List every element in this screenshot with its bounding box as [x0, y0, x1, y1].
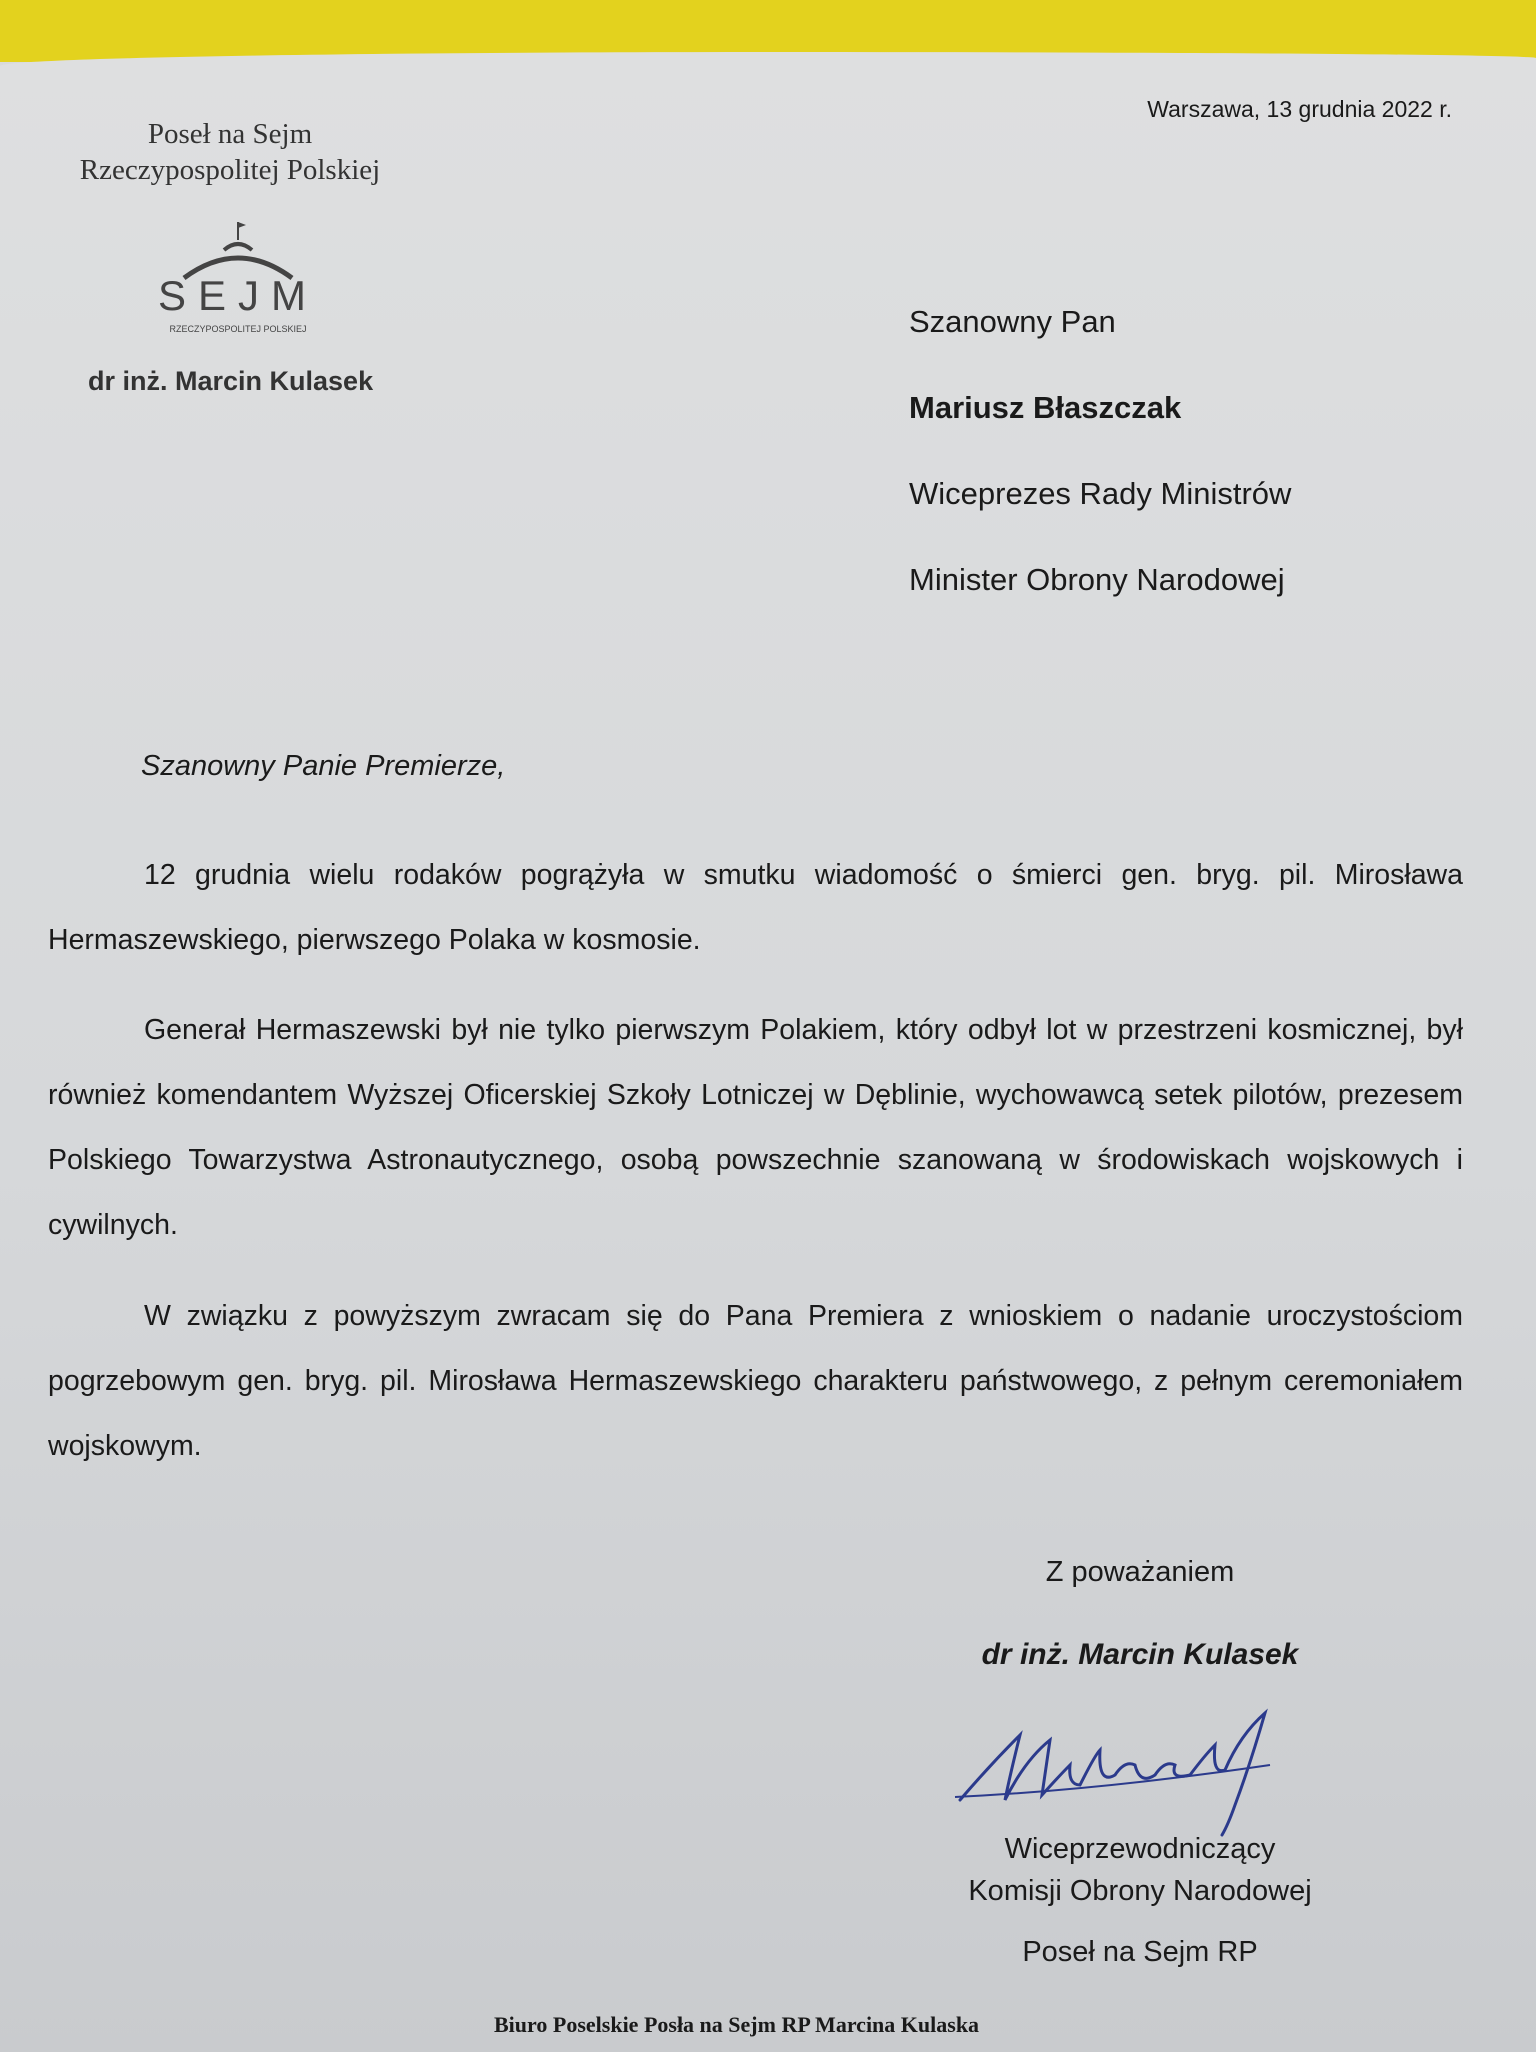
paragraph-1: 12 grudnia wielu rodaków pogrążyła w smutku wiadomość o śmierci gen. bryg. pil. Mirosława Hermaszewskiego, pierwszego Polaka w kosmosie.: [48, 859, 1463, 956]
role-line1: Wiceprzewodniczący: [1004, 1833, 1276, 1865]
handwritten-signature: [950, 1705, 1320, 1845]
role-line3: Poseł na Sejm RP: [1022, 1936, 1258, 1968]
recipient-title2: Minister Obrony Narodowej: [909, 562, 1285, 597]
recipient-title1: Wiceprezes Rady Ministrów: [909, 476, 1292, 511]
sejm-logo: [150, 218, 326, 336]
signatory-roles: [900, 1828, 1380, 1912]
letterhead-line1: Poseł na Sejm: [147, 118, 313, 150]
closing-regards: Z poważaniem: [1045, 1556, 1235, 1588]
closing-name: dr inż. Marcin Kulasek: [981, 1638, 1299, 1671]
role-line2: Komisji Obrony Narodowej: [968, 1875, 1312, 1907]
recipient-greeting: Szanowny Pan: [909, 304, 1116, 339]
paragraph-2: Generał Hermaszewski był nie tylko pierwszym Polakiem, który odbył lot w przestrzeni kosmicznej, był również komendantem Wyższej Oficerskiej Szkoły Lotniczej w Dęblinie, wychowawcą setek pilotów, prezesem Polskiego Towarzystwa Astronautycznego, osobą powszechnie szanowaną w środowiskach wojskowych i cywilnych.: [48, 1014, 1463, 1241]
footer-office: Biuro Poselskie Posła na Sejm RP Marcina Kulaska: [494, 2012, 980, 2037]
svg-text:SEJM: SEJM: [157, 272, 319, 319]
letterhead-author: dr inż. Marcin Kulasek: [88, 366, 374, 396]
salutation: Szanowny Panie Premierze,: [141, 750, 506, 782]
paragraph-3: W związku z powyższym zwracam się do Pana Premiera z wnioskiem o nadanie uroczystościom pogrzebowym gen. bryg. pil. Mirosława Hermaszewskiego charakteru państwowego, z pełnym ceremoniałem wojskowym.: [48, 1300, 1463, 1462]
letterhead-line2: Rzeczypospolitej Polskiej: [79, 154, 381, 186]
letter-date: Warszawa, 13 grudnia 2022 r.: [1147, 96, 1452, 122]
letterhead-title: [40, 116, 420, 188]
recipient-name: Mariusz Błaszczak: [909, 390, 1182, 425]
svg-text:RZECZYPOSPOLITEJ POLSKIEJ: RZECZYPOSPOLITEJ POLSKIEJ: [169, 324, 307, 334]
